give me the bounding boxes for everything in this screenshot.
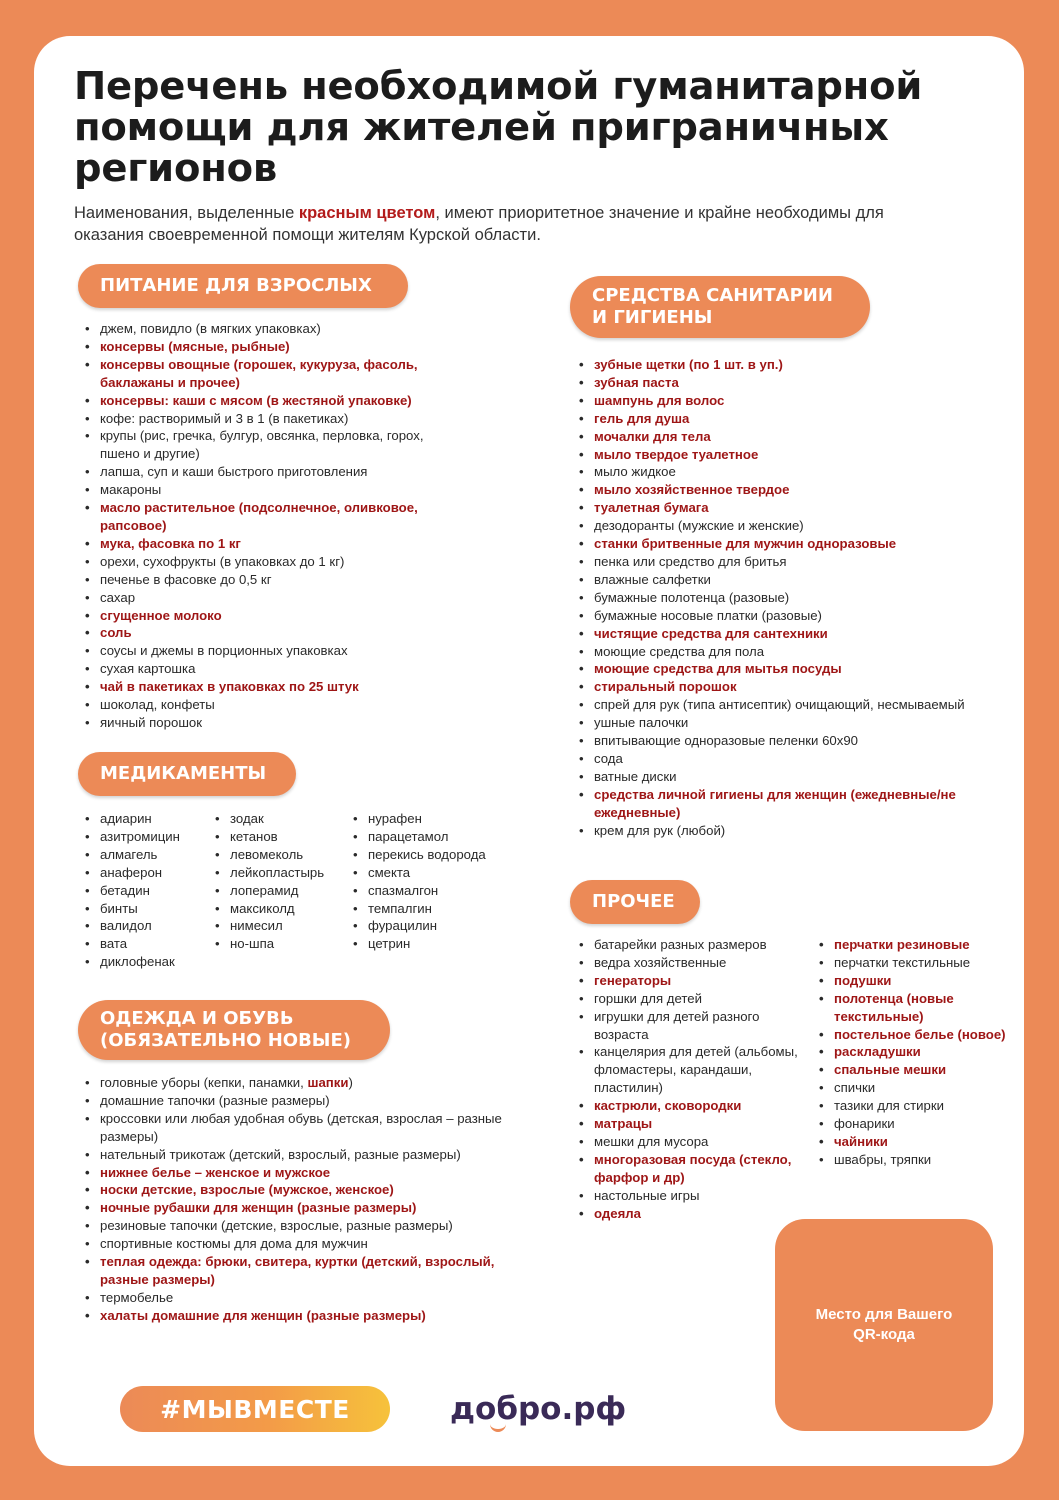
list-item: • спички — [818, 1079, 1008, 1097]
intro-highlight: красным цветом — [298, 204, 436, 222]
page-title: Перечень необходимой гуманитарной помощи для жителей приграничных регионов — [74, 64, 923, 191]
intro-before: Наименования, выделенные — [74, 204, 299, 222]
list-item: • фонарики — [818, 1115, 1008, 1133]
list-item: • матрацы — [578, 1115, 804, 1133]
list-item: • термобелье — [84, 1289, 524, 1307]
list-item: • теплая одежда: брюки, свитера, куртки (детский, взрослый, разные размеры) — [84, 1253, 524, 1289]
section-other-heading: ПРОЧЕЕ — [570, 880, 700, 924]
list-item: • масло растительное (подсолнечное, оливковое, рапсовое) — [84, 499, 464, 535]
list-item: • бетадин — [84, 882, 214, 900]
list-item: • печенье в фасовке до 0,5 кг — [84, 571, 464, 589]
list-item: • фурацилин — [352, 917, 522, 935]
list-item: • шампунь для волос — [578, 392, 978, 410]
list-item: • полотенца (новые текстильные) — [818, 990, 1008, 1026]
list-item: • парацетамол — [352, 828, 522, 846]
list-item: • сгущенное молоко — [84, 607, 464, 625]
list-item: • влажные салфетки — [578, 571, 978, 589]
list-item: • ушные палочки — [578, 714, 978, 732]
list-item: • мыло жидкое — [578, 463, 978, 481]
list-item: • одеяла — [578, 1205, 804, 1223]
section-clothes-heading: ОДЕЖДА И ОБУВЬ (ОБЯЗАТЕЛЬНО НОВЫЕ) — [78, 1000, 390, 1060]
list-item: • бумажные носовые платки (разовые) — [578, 607, 978, 625]
list-item: • игрушки для детей разного возраста — [578, 1008, 804, 1044]
list-item: • вата — [84, 935, 214, 953]
list-item — [84, 1074, 524, 1092]
list-item: • крем для рук (любой) — [578, 822, 978, 840]
list-item: • макароны — [84, 481, 464, 499]
list-item: • спальные мешки — [818, 1061, 1008, 1079]
list-item: • орехи, сухофрукты (в упаковках до 1 кг) — [84, 553, 464, 571]
list-item: • мешки для мусора — [578, 1133, 804, 1151]
list-item: • носки детские, взрослые (мужское, женское) — [84, 1181, 524, 1199]
list-item: • смекта — [352, 864, 522, 882]
list-item: • валидол — [84, 917, 214, 935]
food-list — [84, 320, 464, 732]
dobro-logo: добро.рф — [450, 1391, 627, 1427]
meds-list-col2 — [214, 810, 349, 953]
list-item: • консервы овощные (горошек, кукуруза, фасоль, баклажаны и прочее) — [84, 356, 464, 392]
section-food-heading: ПИТАНИЕ ДЛЯ ВЗРОСЛЫХ — [78, 264, 408, 308]
hygiene-list — [578, 356, 978, 839]
list-item: • яичный порошок — [84, 714, 464, 732]
section-hygiene-heading: СРЕДСТВА САНИТАРИИ И ГИГИЕНЫ — [570, 276, 870, 338]
list-item: • крупы (рис, гречка, булгур, овсянка, перловка, горох, пшено и другие) — [84, 427, 464, 463]
list-item: • генераторы — [578, 972, 804, 990]
list-item: • лоперамид — [214, 882, 349, 900]
list-item: • адиарин — [84, 810, 214, 828]
list-item: • канцелярия для детей (альбомы, фломастеры, карандаши, пластилин) — [578, 1043, 804, 1097]
list-item: • домашние тапочки (разные размеры) — [84, 1092, 524, 1110]
list-item: • зубная паста — [578, 374, 978, 392]
list-item: • шоколад, конфеты — [84, 696, 464, 714]
list-item: • чай в пакетиках в упаковках по 25 штук — [84, 678, 464, 696]
list-item: • спортивные костюмы для дома для мужчин — [84, 1235, 524, 1253]
meds-list-col3 — [352, 810, 522, 953]
list-item: • туалетная бумага — [578, 499, 978, 517]
list-item: • перекись водорода — [352, 846, 522, 864]
poster-sheet — [34, 36, 1024, 1466]
clothes-item-end: ) — [348, 1075, 353, 1090]
other-list-col2 — [818, 936, 1008, 1169]
clothes-item-red: шапки — [307, 1075, 349, 1090]
list-item: • сухая картошка — [84, 660, 464, 678]
list-item: • настольные игры — [578, 1187, 804, 1205]
list-item: • соль — [84, 624, 464, 642]
list-item: • сода — [578, 750, 978, 768]
list-item: • ночные рубашки для женщин (разные размеры) — [84, 1199, 524, 1217]
list-item: • средства личной гигиены для женщин (ежедневные/не ежедневные) — [578, 786, 978, 822]
list-item: • дезодоранты (мужские и женские) — [578, 517, 978, 535]
list-item: • моющие средства для пола — [578, 643, 978, 661]
list-item: • спрей для рук (типа антисептик) очищающий, несмываемый — [578, 696, 978, 714]
list-item: • нижнее белье – женское и мужское — [84, 1164, 524, 1182]
list-item: • горшки для детей — [578, 990, 804, 1008]
list-item: • алмагель — [84, 846, 214, 864]
list-item: • чистящие средства для сантехники — [578, 625, 978, 643]
list-item: • цетрин — [352, 935, 522, 953]
list-item: • мыло твердое туалетное — [578, 446, 978, 464]
list-item: • постельное белье (новое) — [818, 1026, 1008, 1044]
other-list-col1 — [578, 936, 804, 1223]
list-item: • кастрюли, сковородки — [578, 1097, 804, 1115]
section-meds-heading: МЕДИКАМЕНТЫ — [78, 752, 296, 796]
list-item: • тазики для стирки — [818, 1097, 1008, 1115]
list-item: • ведра хозяйственные — [578, 954, 804, 972]
meds-list-col1 — [84, 810, 214, 971]
list-item: • резиновые тапочки (детские, взрослые, разные размеры) — [84, 1217, 524, 1235]
list-item: • консервы: каши с мясом (в жестяной упаковке) — [84, 392, 464, 410]
list-item: • стиральный порошок — [578, 678, 978, 696]
list-item: • батарейки разных размеров — [578, 936, 804, 954]
list-item: • халаты домашние для женщин (разные размеры) — [84, 1307, 524, 1325]
list-item: • нательный трикотаж (детский, взрослый, разные размеры) — [84, 1146, 524, 1164]
list-item: • зубные щетки (по 1 шт. в уп.) — [578, 356, 978, 374]
intro-text — [74, 202, 954, 246]
list-item: • лейкопластырь — [214, 864, 349, 882]
list-item: • перчатки текстильные — [818, 954, 1008, 972]
list-item: • бумажные полотенца (разовые) — [578, 589, 978, 607]
list-item: • раскладушки — [818, 1043, 1008, 1061]
clothes-list — [84, 1074, 524, 1325]
list-item: • азитромицин — [84, 828, 214, 846]
list-item: • лапша, суп и каши быстрого приготовления — [84, 463, 464, 481]
list-item: • многоразовая посуда (стекло, фарфор и др) — [578, 1151, 804, 1187]
list-item: • нимесил — [214, 917, 349, 935]
list-item: • швабры, тряпки — [818, 1151, 1008, 1169]
list-item: • джем, повидло (в мягких упаковках) — [84, 320, 464, 338]
list-item: • диклофенак — [84, 953, 214, 971]
list-item: • спазмалгон — [352, 882, 522, 900]
list-item: • ватные диски — [578, 768, 978, 786]
list-item: • соусы и джемы в порционных упаковках — [84, 642, 464, 660]
list-item: • подушки — [818, 972, 1008, 990]
list-item: • бинты — [84, 900, 214, 918]
list-item: • максиколд — [214, 900, 349, 918]
list-item: • консервы (мясные, рыбные) — [84, 338, 464, 356]
list-item: • впитывающие одноразовые пеленки 60х90 — [578, 732, 978, 750]
intro-after: , имеют приоритетное значение и крайне необходимы для оказания своевременной помощи жителям Курской области. — [74, 204, 884, 244]
hashtag-badge: #МЫВМЕСТЕ — [120, 1386, 390, 1432]
qr-code-placeholder: Место для Вашего QR-кода — [775, 1219, 993, 1431]
list-item: • пенка или средство для бритья — [578, 553, 978, 571]
list-item: • моющие средства для мытья посуды — [578, 660, 978, 678]
list-item: • кроссовки или любая удобная обувь (детская, взрослая – разные размеры) — [84, 1110, 524, 1146]
list-item: • но-шпа — [214, 935, 349, 953]
list-item: • зодак — [214, 810, 349, 828]
list-item: • мочалки для тела — [578, 428, 978, 446]
list-item: • кофе: растворимый и 3 в 1 (в пакетиках) — [84, 410, 464, 428]
list-item: • анаферон — [84, 864, 214, 882]
list-item: • левомеколь — [214, 846, 349, 864]
list-item: • мыло хозяйственное твердое — [578, 481, 978, 499]
list-item: • кетанов — [214, 828, 349, 846]
list-item: • мука, фасовка по 1 кг — [84, 535, 464, 553]
list-item: • гель для душа — [578, 410, 978, 428]
list-item: • чайники — [818, 1133, 1008, 1151]
clothes-item-plain: головные уборы (кепки, панамки, — [100, 1075, 308, 1090]
list-item: • перчатки резиновые — [818, 936, 1008, 954]
list-item: • сахар — [84, 589, 464, 607]
list-item: • станки бритвенные для мужчин одноразовые — [578, 535, 978, 553]
list-item: • темпалгин — [352, 900, 522, 918]
list-item: • нурафен — [352, 810, 522, 828]
